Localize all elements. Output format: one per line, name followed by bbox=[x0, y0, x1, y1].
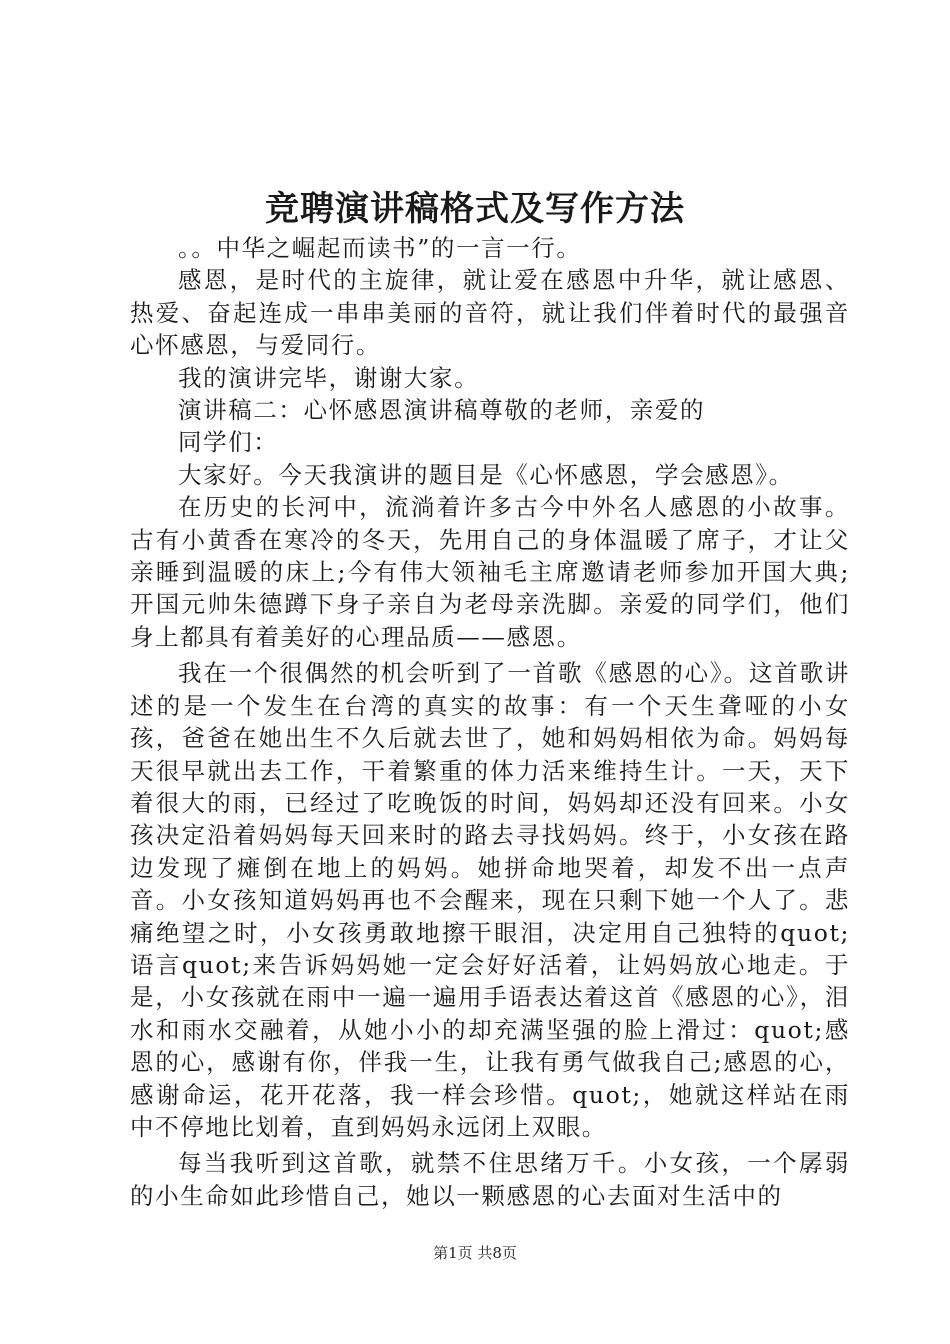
paragraph-9: 每当我听到这首歌，就禁不住思绪万千。小女孩，一个孱弱的小生命如此珍惜自己，她以一颗感恩的心去面对生活中的 bbox=[130, 1149, 850, 1210]
paragraph-8: 我在一个很偶然的机会听到了一首歌《感恩的心》。这首歌讲述的是一个发生在台湾的真实的故事：有一个天生聋哑的小女孩，爸爸在她出生不久后就去世了，她和妈妈相依为命。妈妈每天很早就出去工作，干着繁重的体力活来维持生计。一天，天下着很大的雨，已经过了吃晚饭的时间，妈妈却还没有回来。小女孩决定沿着妈妈每天回来时的路去寻找妈妈。终于，小女孩在路边发现了瘫倒在地上的妈妈。她拼命地哭着，却发不出一点声音。小女孩知道妈妈再也不会醒来，现在只剩下她一个人了。悲痛绝望之时，小女孩勇敢地擦干眼泪，决定用自己独特的quot;语言quot;来告诉妈妈她一定会好好活着，让妈妈放心地走。于是，小女孩就在雨中一遍一遍用手语表达着这首《感恩的心》，泪水和雨水交融着，从她小小的却充满坚强的脸上滑过：quot;感恩的心，感谢有你，伴我一生，让我有勇气做我自己;感恩的心，感谢命运，花开花落，我一样会珍惜。quot;，她就这样站在雨中不停地比划着，直到妈妈永远闭上双眼。 bbox=[130, 659, 850, 1141]
document-title: 竞聘演讲稿格式及写作方法 bbox=[265, 189, 685, 229]
paragraph-5: 同学们： bbox=[178, 428, 279, 457]
paragraph-7: 在历史的长河中，流淌着许多古今中外名人感恩的小故事。古有小黄香在寒冷的冬天，先用自己的身体温暖了席子，才让父亲睡到温暖的床上;今有伟大领袖毛主席邀请老师参加开国大典;开国元帅朱德蹲下身子亲自为老母亲洗脚。亲爱的同学们，他们身上都具有着美好的心理品质——感恩。 bbox=[130, 493, 850, 651]
document-body bbox=[130, 232, 850, 1212]
paragraph-3: 我的演讲完毕，谢谢大家。 bbox=[178, 363, 480, 392]
paragraph-1: 。。中华之崛起而读书”的一言一行。 bbox=[178, 234, 582, 262]
page-number-footer: 第1页 共8页 bbox=[433, 1244, 517, 1262]
paragraph-6: 大家好。今天我演讲的题目是《心怀感恩，学会感恩》。 bbox=[178, 460, 794, 489]
paragraph-4: 演讲稿二：心怀感恩演讲稿尊敬的老师，亲爱的 bbox=[178, 396, 706, 425]
paragraph-2: 感恩，是时代的主旋律，就让爱在感恩中升华，就让感恩、热爱、奋起连成一串串美丽的音符，就让我们伴着时代的最强音心怀感恩，与爱同行。 bbox=[130, 266, 850, 360]
